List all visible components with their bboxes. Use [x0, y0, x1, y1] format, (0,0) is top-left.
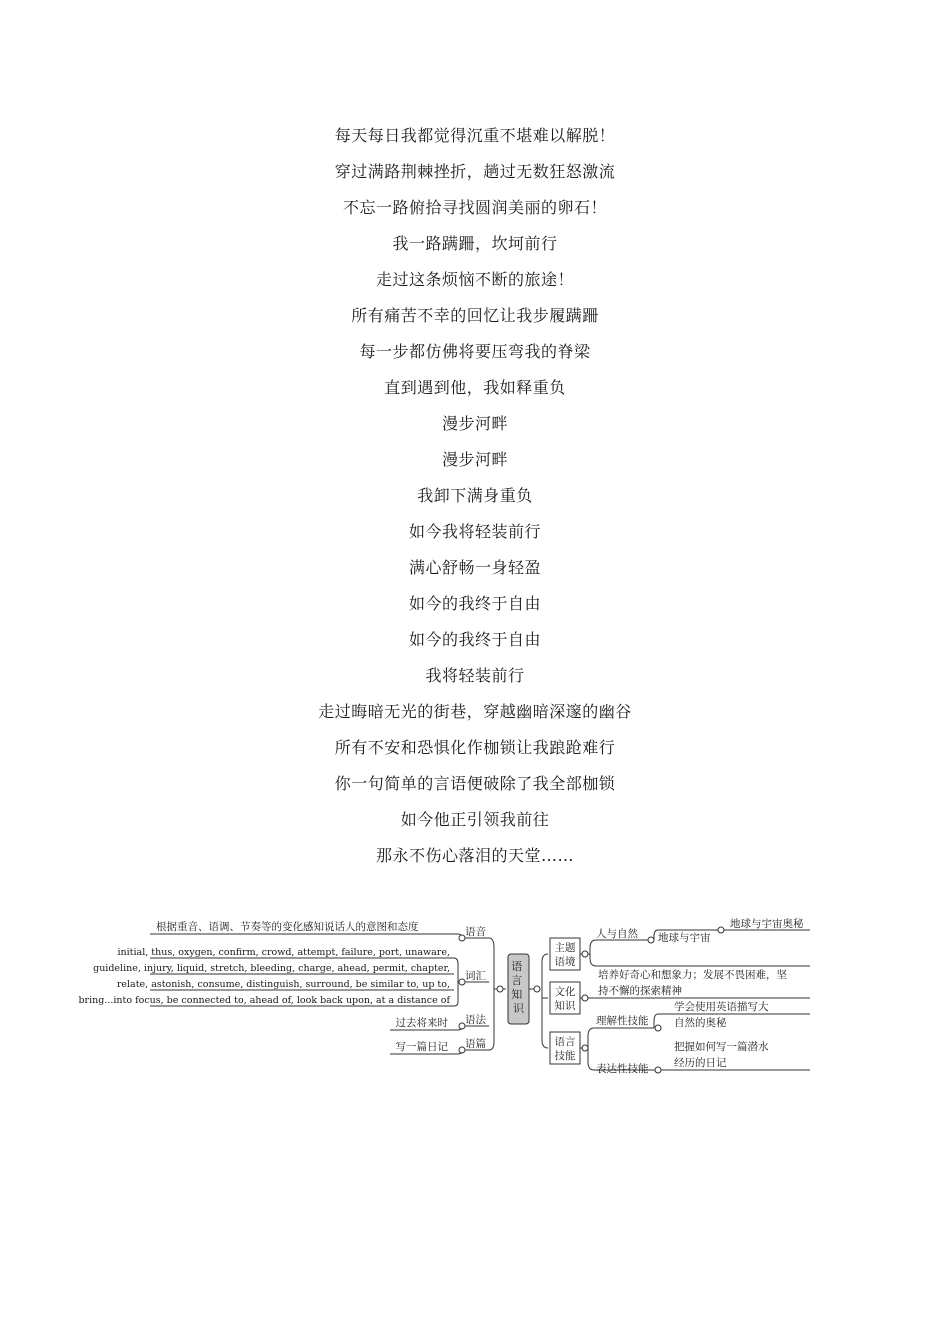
poem-line: 所有不安和恐惧化作枷锁让我踉跄难行 [334, 738, 616, 757]
discourse-label: 语篇 [465, 1038, 486, 1050]
poem-line: 如今我将轻装前行 [408, 522, 541, 541]
theme-sub: 人与自然 [596, 928, 638, 940]
theme-label: 语境 [554, 956, 576, 968]
comprehension-text: 自然的奥秘 [674, 1017, 727, 1029]
skills-label: 技能 [554, 1050, 576, 1062]
grammar-item: 过去将来时 [395, 1017, 448, 1029]
theme-subsub: 地球与宇宙 [658, 932, 711, 944]
culture-text: 培养好奇心和想象力；发展不畏困难，坚 [598, 969, 787, 981]
comprehension-text: 学会使用英语描写大 [674, 1001, 769, 1013]
poem-line: 穿过满路荆棘挫折，趟过无数狂怒激流 [334, 162, 616, 181]
poem-line: 所有痛苦不幸的回忆让我步履蹒跚 [351, 306, 599, 325]
culture-label: 知识 [554, 1000, 576, 1012]
skills-label: 语言 [554, 1036, 576, 1048]
poem-line: 我将轻装前行 [425, 666, 525, 685]
poem-line: 漫步河畔 [441, 414, 508, 433]
culture-text: 持不懈的探索精神 [598, 985, 682, 997]
poem-line: 我一路蹒跚，坎坷前行 [392, 234, 558, 253]
poem-line: 每天每日我都觉得沉重不堪难以解脱！ [334, 126, 616, 145]
theme-label: 主题 [554, 942, 576, 954]
poem-line: 如今他正引领我前往 [400, 810, 550, 829]
vocabulary-item: relate, astonish, consume, distinguish, surround, be similar to, up to, [116, 979, 450, 990]
vocabulary-item: guideline, injury, liquid, stretch, bleeding, charge, ahead, permit, chapter, [93, 963, 450, 974]
vocabulary-item: bring...into focus, be connected to, ahead of, look back upon, at a distance of [78, 995, 450, 1006]
poem-line: 走过这条烦恼不断的旅途！ [375, 270, 574, 289]
discourse-item: 写一篇日记 [395, 1041, 448, 1053]
vocabulary-item: initial, thus, oxygen, confirm, crowd, attempt, failure, port, unaware, [117, 947, 450, 958]
expression-text: 把握如何写一篇潜水 [674, 1041, 769, 1053]
culture-label: 文化 [554, 986, 576, 998]
expression-label: 表达性技能 [596, 1063, 649, 1075]
poem-line: 如今的我终于自由 [408, 630, 541, 649]
poem-line: 每一步都仿佛将要压弯我的脊梁 [359, 342, 591, 361]
poem-line: 漫步河畔 [441, 450, 508, 469]
poem-line: 走过晦暗无光的街巷，穿越幽暗深邃的幽谷 [318, 702, 632, 721]
pronunciation-label: 语音 [465, 926, 486, 938]
poem-line: 如今的我终于自由 [408, 594, 541, 613]
center-node-label: 语 言 知 识 [511, 960, 524, 1015]
poem-line: 直到遇到他，我如释重负 [384, 378, 566, 397]
expression-text: 经历的日记 [674, 1057, 727, 1069]
theme-leaf: 地球与宇宙奥秘 [730, 918, 804, 930]
grammar-label: 语法 [465, 1014, 486, 1026]
pronunciation-item: 根据重音、语调、节奏等的变化感知说话人的意图和态度 [156, 921, 419, 933]
language-knowledge-mindmap [78, 912, 816, 1087]
poem-line: 你一句简单的言语便破除了我全部枷锁 [334, 774, 616, 793]
poem [0, 118, 950, 874]
vocabulary-label: 词汇 [465, 970, 486, 982]
poem-line: 那永不伤心落泪的天堂…… [375, 846, 574, 865]
poem-line: 满心舒畅一身轻盈 [408, 558, 541, 577]
poem-line: 不忘一路俯拾寻找圆润美丽的卵石！ [342, 198, 607, 217]
poem-line: 我卸下满身重负 [417, 486, 533, 505]
comprehension-label: 理解性技能 [596, 1015, 649, 1027]
